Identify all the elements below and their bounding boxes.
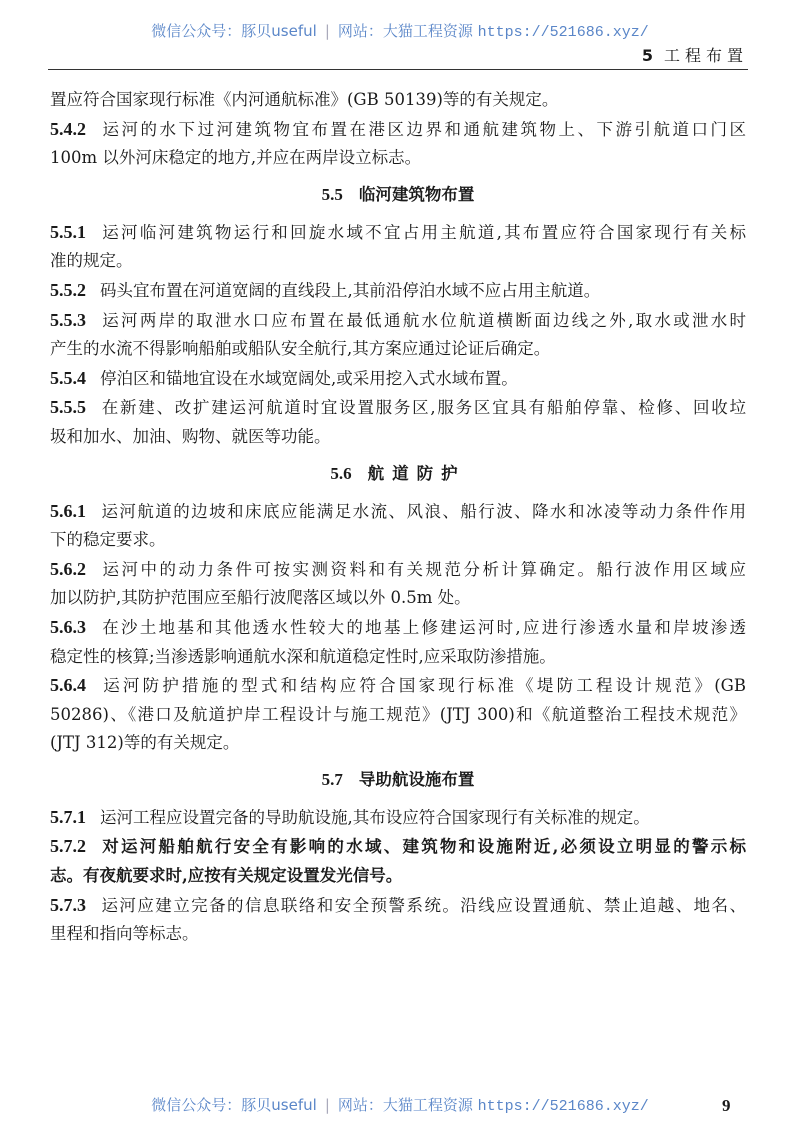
clause [50, 276, 746, 306]
watermark-site: 网站：大猫工程资源 [337, 1096, 473, 1114]
clause-text: 码头宜布置在河道宽阔的直线段上,其前沿停泊水域不应占用主航道。 [100, 280, 601, 300]
clause-line: 稳定性的核算;当渗透影响通航水深和航道稳定性时,应采取防渗措施。 [50, 646, 556, 666]
clause-line: (JTJ 312)等的有关规定。 [50, 733, 240, 753]
clause [50, 115, 746, 173]
clause-text: 运河应建立完备的信息联络和安全预警系统。沿线应设置通航、禁止追越、地名、 [100, 895, 746, 915]
clause-line: 加以防护,其防护范围应至船行波爬落区域以外 0.5m 处。 [50, 588, 471, 608]
clause-text: 运河航道的边坡和床底应能满足水流、风浪、船行波、降水和冰凌等动力条件作用 [100, 501, 746, 521]
clause-line [50, 891, 746, 921]
clause [50, 671, 746, 758]
page-number: 9 [722, 1096, 731, 1115]
clause-line [50, 393, 746, 423]
clause [50, 364, 746, 394]
clause-number: 5.4.2 [50, 118, 86, 139]
clause-line: 里程和指向等标志。 [50, 924, 199, 944]
section-number: 5.7 [321, 769, 343, 789]
clause-line: 志。有夜航要求时,应按有关规定设置发光信号。 [50, 866, 403, 886]
section-heading [50, 460, 746, 488]
clause [50, 555, 746, 613]
clause-number: 5.5.2 [50, 279, 86, 300]
watermark-url[interactable]: https://521686.xyz/ [477, 24, 649, 41]
clause-number: 5.5.5 [50, 397, 86, 418]
clause-line [50, 555, 746, 585]
clause-line [50, 803, 746, 833]
clause-number: 5.7.2 [50, 836, 86, 857]
intro-line: 置应符合国家现行标准《内河通航标准》(GB 50139)等的有关规定。 [50, 90, 559, 109]
running-header [642, 43, 748, 66]
watermark-wechat: 微信公众号：豚贝useful [151, 22, 317, 40]
clause [50, 306, 746, 364]
clause [50, 891, 746, 949]
clause [50, 393, 746, 451]
clause-line [50, 364, 746, 394]
clause-text: 运河工程应设置完备的导助航设施,其布设应符合国家现行有关标准的规定。 [100, 807, 650, 827]
clause [50, 218, 746, 276]
clause-line: 产生的水流不得影响船舶或船队安全航行,其方案应通过论证后确定。 [50, 339, 551, 359]
clause [50, 832, 746, 890]
clause-text: 运河临河建筑物运行和回旋水域不宜占用主航道,其布置应符合国家现行有关标 [100, 222, 746, 242]
clause-number: 5.5.1 [50, 221, 86, 242]
watermark-top [0, 20, 800, 41]
clause-line [50, 671, 746, 701]
chapter-number: 5 [641, 46, 658, 65]
clause-line: 准的规定。 [50, 251, 133, 271]
clause-line [50, 218, 746, 248]
clause-line [50, 613, 746, 643]
section-title: 临河建筑物布置 [358, 184, 475, 204]
section-heading [50, 181, 746, 209]
watermark-url[interactable]: https://521686.xyz/ [477, 1098, 649, 1115]
clause-text: 运河中的动力条件可按实测资料和有关规范分析计算确定。船行波作用区域应 [100, 559, 746, 579]
clause-number: 5.7.1 [50, 806, 86, 827]
clause-line: 100m 以外河床稳定的地方,并应在两岸设立标志。 [50, 148, 422, 168]
section-title: 导助航设施布置 [358, 769, 475, 789]
watermark-separator: | [324, 1096, 330, 1114]
header-rule [48, 69, 748, 70]
clause-text: 运河两岸的取泄水口应布置在最低通航水位航道横断面边线之外,取水或泄水时 [100, 310, 746, 330]
clause-number: 5.6.3 [50, 616, 86, 637]
page-body [50, 86, 746, 949]
clause [50, 497, 746, 555]
clause-text: 在新建、改扩建运河航道时宜设置服务区,服务区宜具有船舶停靠、检修、回收垃 [100, 398, 746, 418]
clause-line [50, 306, 746, 336]
clause-number: 5.7.3 [50, 894, 86, 915]
clause-text: 在沙土地基和其他透水性较大的地基上修建运河时,应进行渗透水量和岸坡渗透 [100, 617, 746, 637]
clause-line [50, 832, 746, 862]
clause-line [50, 115, 746, 145]
clause-number: 5.6.4 [50, 675, 86, 696]
clause-text: 运河防护措施的型式和结构应符合国家现行标准《堤防工程设计规范》(GB [100, 676, 746, 696]
clause-line: 下的稳定要求。 [50, 530, 166, 550]
clause-line: 50286)、《港口及航道护岸工程设计与施工规范》(JTJ 300)和《航道整治工程技术规范》 [50, 704, 746, 724]
watermark-bottom [0, 1094, 800, 1115]
clause-text: 停泊区和锚地宜设在水域宽阔处,或采用挖入式水域布置。 [100, 368, 518, 388]
clause-line [50, 497, 746, 527]
clause-text: 对运河船舶航行安全有影响的水域、建筑物和设施附近,必须设立明显的警示标 [100, 837, 746, 857]
clause-number: 5.6.2 [50, 558, 86, 579]
section-number: 5.6 [330, 463, 352, 483]
clause-line: 圾和加水、加油、购物、就医等功能。 [50, 426, 331, 446]
watermark-wechat: 微信公众号：豚贝useful [151, 1096, 317, 1114]
chapter-title: 工程布置 [663, 46, 748, 65]
clause-text: 运河的水下过河建筑物宜布置在港区边界和通航建筑物上、下游引航道口门区 [100, 119, 746, 139]
clause-number: 5.5.3 [50, 309, 86, 330]
watermark-separator: | [324, 22, 330, 40]
section-number: 5.5 [321, 184, 343, 204]
clause-number: 5.6.1 [50, 500, 86, 521]
clause-line [50, 276, 746, 306]
clause [50, 613, 746, 671]
section-heading [50, 766, 746, 794]
watermark-site: 网站：大猫工程资源 [337, 22, 473, 40]
section-title: 航道防护 [367, 463, 466, 483]
clause [50, 803, 746, 833]
clause-number: 5.5.4 [50, 367, 86, 388]
